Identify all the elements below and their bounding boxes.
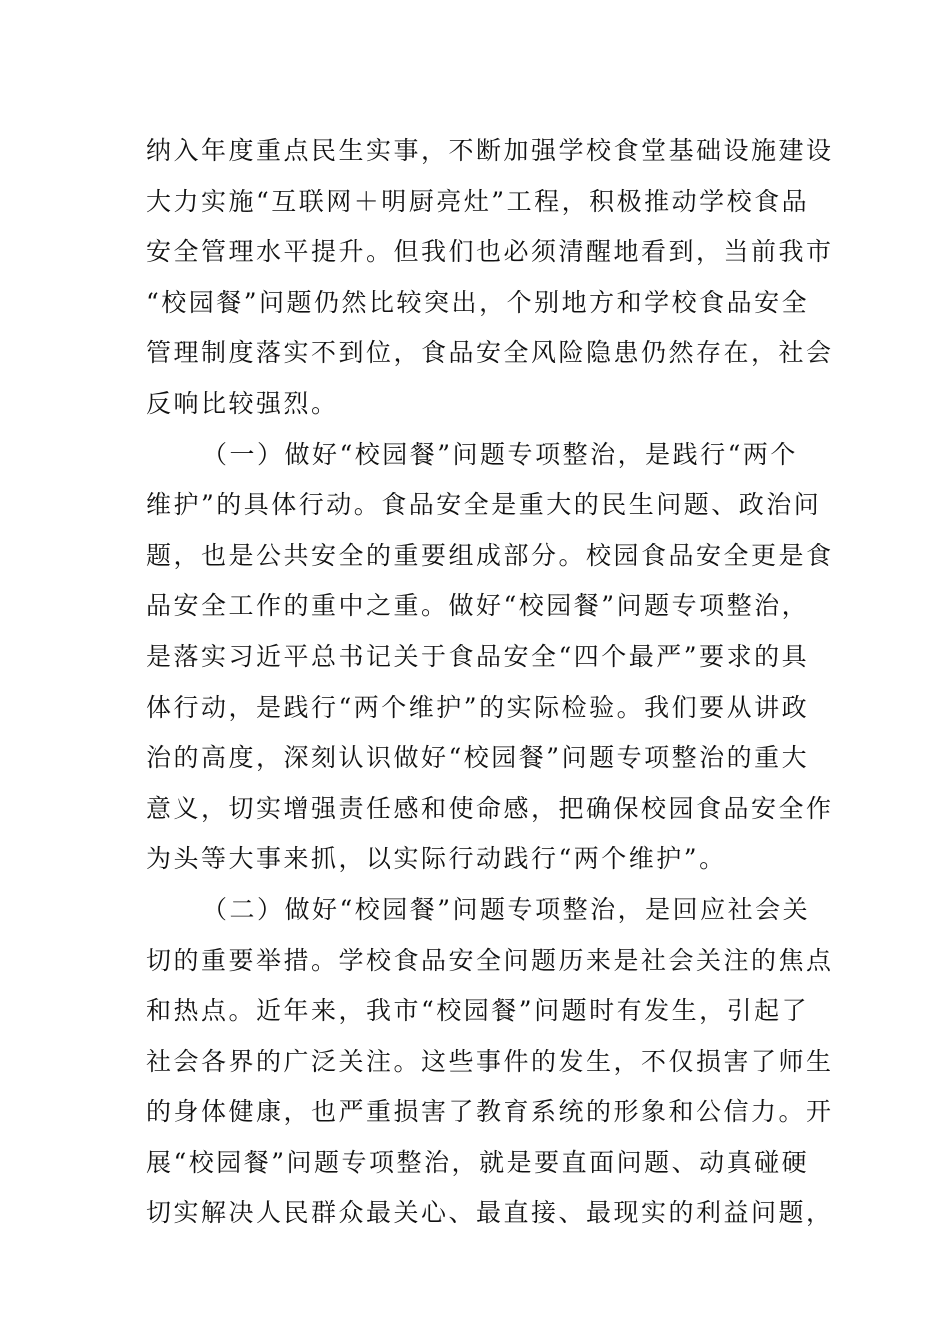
body-text	[146, 126, 834, 1239]
text-line: 为头等大事来抓，以实际行动践行“两个维护”。	[146, 844, 727, 874]
text-line: 题，也是公共安全的重要组成部分。校园食品安全更是食	[146, 540, 834, 570]
text-line: 品安全工作的重中之重。做好“校园餐”问题专项整治，	[146, 591, 810, 621]
text-line: 和热点。近年来，我市“校园餐”问题时有发生，引起了	[146, 996, 810, 1026]
paragraph-heading-1: （一）做好“校园餐”问题专项整治，是践行“两个	[202, 439, 798, 469]
text-line: 维护”的具体行动。食品安全是重大的民生问题、政治问	[146, 490, 822, 520]
text-line: 是落实习近平总书记关于食品安全“四个最严”要求的具	[146, 641, 810, 671]
text-line: 展“校园餐”问题专项整治，就是要直面问题、动真碰硬	[146, 1147, 810, 1177]
text-line: 反响比较强烈。	[146, 388, 339, 418]
text-line: 纳入年度重点民生实事，不断加强学校食堂基础设施建设	[146, 136, 834, 165]
text-line: 体行动，是践行“两个维护”的实际检验。我们要从讲政	[146, 692, 810, 722]
text-line: “校园餐”问题仍然比较突出，个别地方和学校食品安全	[146, 287, 810, 317]
text-line: 安全管理水平提升。但我们也必须清醒地看到，当前我市	[146, 237, 834, 267]
text-line: 治的高度，深刻认识做好“校园餐”问题专项整治的重大	[146, 743, 810, 773]
text-line: 意义，切实增强责任感和使命感，把确保校园食品安全作	[146, 793, 834, 823]
paragraph-heading-2: （二）做好“校园餐”问题专项整治，是回应社会关	[202, 894, 811, 924]
text-line: 的身体健康，也严重损害了教育系统的形象和公信力。开	[146, 1097, 834, 1127]
text-line: 切的重要举措。学校食品安全问题历来是社会关注的焦点	[146, 945, 834, 975]
text-line: 切实解决人民群众最关心、最直接、最现实的利益问题，	[146, 1198, 834, 1228]
text-line: 大力实施“互联网＋明厨亮灶”工程，积极推动学校食品	[146, 186, 810, 216]
text-line: 社会各界的广泛关注。这些事件的发生，不仅损害了师生	[146, 1046, 834, 1076]
text-line: 管理制度落实不到位，食品安全风险隐患仍然存在，社会	[146, 338, 834, 368]
